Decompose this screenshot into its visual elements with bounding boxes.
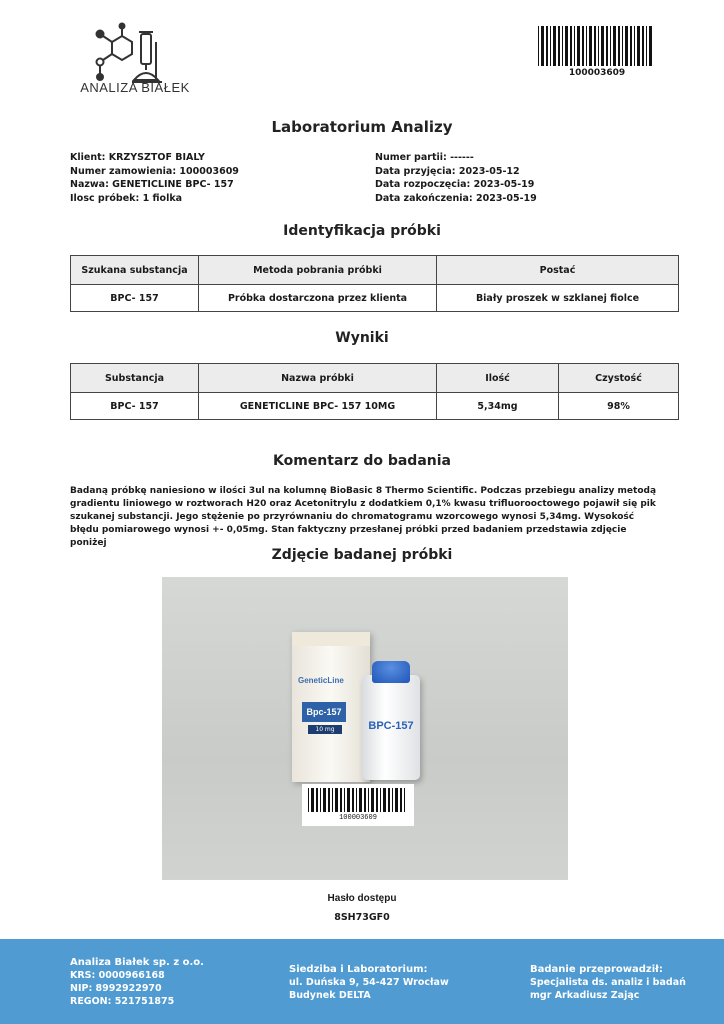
vial xyxy=(362,675,420,780)
table-header-row xyxy=(71,364,679,393)
footer xyxy=(0,939,724,1024)
results-heading: Wyniki xyxy=(335,330,389,346)
table-row xyxy=(71,393,679,420)
product-box xyxy=(292,632,370,782)
executor-title: Badanie przeprowadził: xyxy=(530,964,663,975)
company-regon: REGON: 521751875 xyxy=(70,996,175,1007)
comment-line: Badaną próbkę naniesiono w ilości 3ul na kolumnę BioBasic 8 Thermo Scientific. Podczas przebiegu analizy metodą xyxy=(70,486,657,496)
header-sample-name: Nazwa próbki xyxy=(199,364,437,393)
cell-substance: BPC- 157 xyxy=(71,393,199,420)
footer-company xyxy=(70,956,204,1008)
executor-role: Specjalista ds. analiz i badań xyxy=(530,977,686,988)
hq-building: Budynek DELTA xyxy=(289,990,371,1001)
cell-purity: 98% xyxy=(559,393,679,420)
header-substance: Substancja xyxy=(71,364,199,393)
company-nip: NIP: 8992922970 xyxy=(70,983,162,994)
header-purity: Czystość xyxy=(559,364,679,393)
page-title: Laboratorium Analizy xyxy=(271,118,453,136)
company-name: Analiza Białek sp. z o.o. xyxy=(70,957,204,968)
identification-table xyxy=(70,255,679,312)
end-date: Data zakończenia: 2023-05-19 xyxy=(375,192,537,204)
table-header-row xyxy=(71,256,679,285)
cell-substance: BPC- 157 xyxy=(71,285,199,312)
cell-method: Próbka dostarczona przez klienta xyxy=(199,285,437,312)
access-password-value: 8SH73GF0 xyxy=(334,912,390,923)
comment-line: szukanej substancji. Jego stężenie po przyrównaniu do chromatogramu wzorcowego wynosi 5,34mg. Wysokość xyxy=(70,512,635,522)
comment-line: błędu pomiarowego wynosi +- 0,05mg. Stan faktyczny przesłanej próbki przed badaniem przedstawia zdjęcie poniżej xyxy=(70,525,627,548)
box-top xyxy=(292,632,370,646)
cell-amount: 5,34mg xyxy=(437,393,559,420)
sample-count: Ilosc próbek: 1 fiolka xyxy=(70,192,183,204)
barcode-number: 100003609 xyxy=(568,68,626,78)
received-date: Data przyjęcia: 2023-05-12 xyxy=(375,165,520,177)
hq-title: Siedziba i Laboratorium: xyxy=(289,964,428,975)
footer-hq xyxy=(289,963,449,1002)
header-amount: Ilość xyxy=(437,364,559,393)
order-barcode xyxy=(538,26,656,66)
batch-number: Numer partii: ------ xyxy=(375,152,474,163)
header-form: Postać xyxy=(437,256,679,285)
header-substance: Szukana substancja xyxy=(71,256,199,285)
vial-cap xyxy=(372,661,410,683)
batch-info xyxy=(375,151,537,205)
photo-heading: Zdjęcie badanej próbki xyxy=(271,547,453,563)
results-table xyxy=(70,363,679,420)
photo-barcode xyxy=(308,788,408,812)
cell-sample-name: GENETICLINE BPC- 157 10MG xyxy=(199,393,437,420)
executor-name: mgr Arkadiusz Zając xyxy=(530,990,640,1001)
table-row xyxy=(71,285,679,312)
sample-photo xyxy=(162,577,568,880)
product-name: Nazwa: GENETICLINE BPC- 157 xyxy=(70,179,234,190)
brand-name: ANALIZA BIAŁEK xyxy=(80,80,190,95)
comment-heading: Komentarz do badania xyxy=(272,453,451,469)
order-number: Numer zamowienia: 100003609 xyxy=(70,165,239,177)
photo-barcode-sticker xyxy=(302,784,414,826)
footer-executor xyxy=(530,963,686,1002)
hq-address: ul. Duńska 9, 54-427 Wrocław xyxy=(289,977,449,988)
comment-text xyxy=(70,485,660,550)
start-date: Data rozpoczęcia: 2023-05-19 xyxy=(375,179,535,190)
cell-form: Biały proszek w szklanej fiolce xyxy=(437,285,679,312)
access-password-label: Hasło dostępu xyxy=(327,893,397,904)
photo-barcode-number: 100003609 xyxy=(339,814,377,822)
box-brand: GeneticLine xyxy=(298,676,344,685)
identification-heading: Identyfikacja próbki xyxy=(283,223,441,239)
comment-line: gradientu liniowego w roztworach H20 oraz Acetonitrylu z dodatkiem 0,1% kwasu trifluorooctowego pojawił się pik xyxy=(70,499,656,509)
client-name: Klient: KRZYSZTOF BIALY xyxy=(70,152,205,163)
vial-label: BPC-157 xyxy=(368,720,414,732)
client-info xyxy=(70,151,239,205)
header-method: Metoda pobrania próbki xyxy=(199,256,437,285)
box-dose: 10 mg xyxy=(308,725,342,734)
box-label: Bpc-157 xyxy=(302,702,346,722)
company-krs: KRS: 0000966168 xyxy=(70,970,165,981)
